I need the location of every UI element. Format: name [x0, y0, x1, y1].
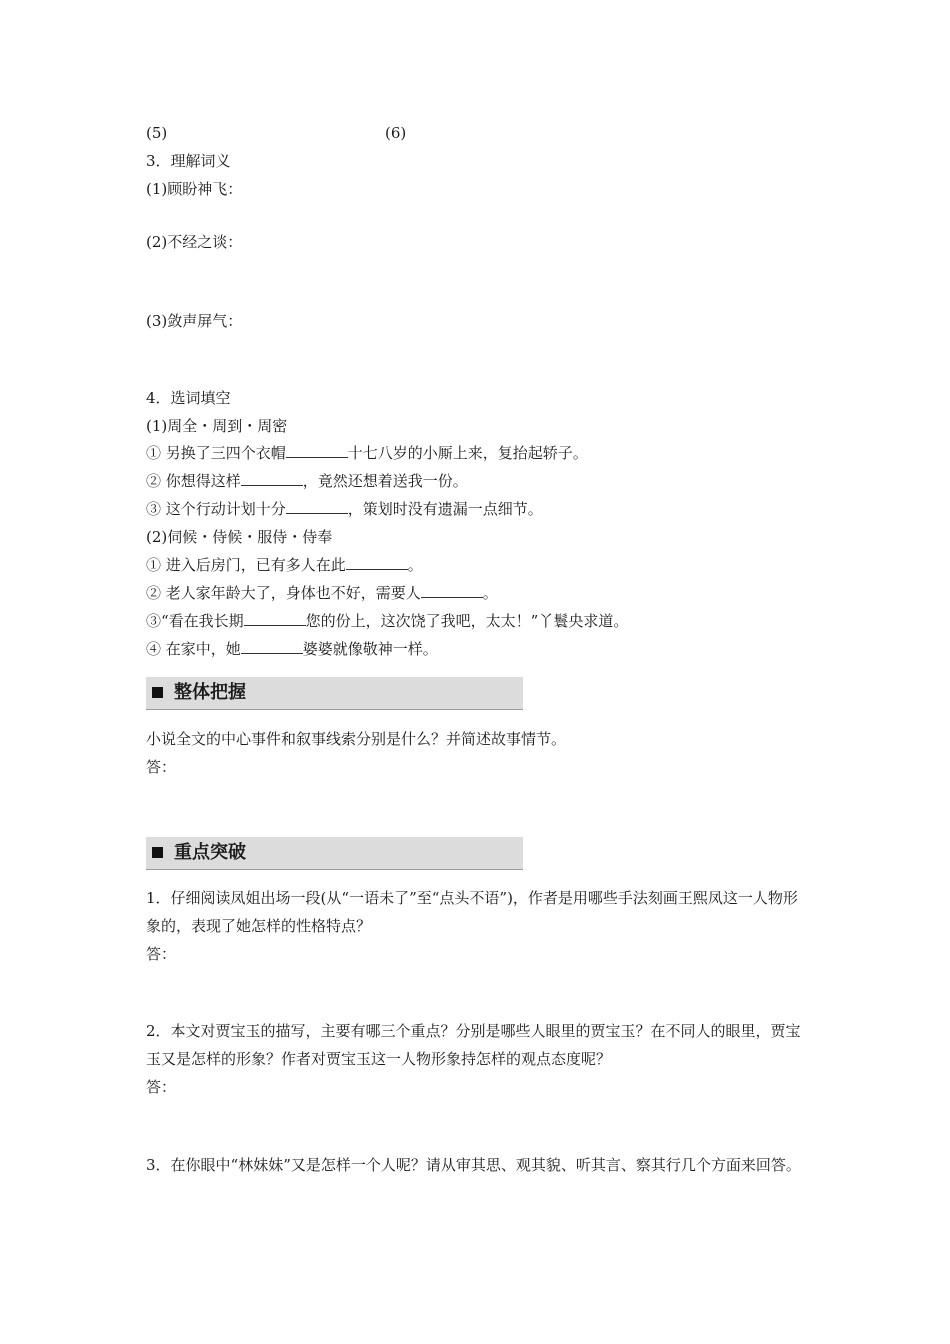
question-3-2: (2)不经之谈： [146, 233, 243, 251]
square-bullet-icon [152, 687, 163, 698]
section-header-key [146, 837, 523, 870]
word-group-1: (1)周全・周到・周密 [146, 417, 288, 435]
section-title: 重点突破 [174, 842, 246, 863]
fill-sentence: ② 你想得这样 ，竟然还想着送我一份。 [146, 472, 468, 490]
word-group-2: (2)伺候・侍候・服侍・侍奉 [146, 528, 333, 546]
question-4-heading: 4．选词填空 [146, 389, 231, 407]
fill-blank[interactable] [244, 611, 306, 626]
fill-sentence: ② 老人家年龄大了，身体也不好，需要人 。 [146, 584, 498, 602]
key-question-3: 3．在你眼中“林妹妹”又是怎样一个人呢？请从审其思、观其貌、听其言、察其行几个方面来回答。 [146, 1156, 801, 1174]
answer-label: 答： [146, 758, 177, 776]
fill-sentence: ③“看在我长期 您的份上，这次饶了我吧，太太！”丫鬟央求道。 [146, 612, 629, 630]
fill-blank[interactable] [346, 555, 408, 570]
fill-sentence: ① 进入后房门，已有多人在此 。 [146, 556, 423, 574]
fill-sentence: ④ 在家中，她 婆婆就像敬神一样。 [146, 640, 438, 658]
square-bullet-icon [152, 847, 163, 858]
question-3-1: (1)顾盼神飞： [146, 180, 243, 198]
section-title: 整体把握 [174, 682, 246, 703]
fill-blank[interactable] [241, 471, 303, 486]
item-6: (6) [385, 124, 407, 142]
fill-sentence: ③ 这个行动计划十分 ，策划时没有遗漏一点细节。 [146, 500, 543, 518]
section-header-overall [146, 677, 523, 710]
fill-sentence: ① 另换了三四个衣帽 十七八岁的小厮上来，复抬起轿子。 [146, 444, 588, 462]
fill-blank[interactable] [286, 443, 348, 458]
item-5: (5) [146, 124, 168, 142]
key-question-2: 2．本文对贾宝玉的描写，主要有哪三个重点？分别是哪些人眼里的贾宝玉？在不同人的眼里，贾宝玉又是怎样的形象？作者对贾宝玉这一人物形象持怎样的观点态度呢？ [146, 1022, 801, 1068]
fill-blank[interactable] [241, 639, 303, 654]
fill-blank[interactable] [421, 583, 483, 598]
question-3-3: (3)敛声屏气： [146, 312, 243, 330]
key-question-1: 1．仔细阅读凤姐出场一段(从“一语未了”至“点头不语”)，作者是用哪些手法刻画王熙凤这一人物形象的，表现了她怎样的性格特点？ [146, 889, 798, 935]
fill-blank[interactable] [286, 499, 348, 514]
answer-label: 答： [146, 945, 177, 963]
question-3-heading: 3．理解词义 [146, 152, 231, 170]
answer-label: 答： [146, 1078, 177, 1096]
overall-question: 小说全文的中心事件和叙事线索分别是什么？并简述故事情节。 [146, 730, 567, 748]
